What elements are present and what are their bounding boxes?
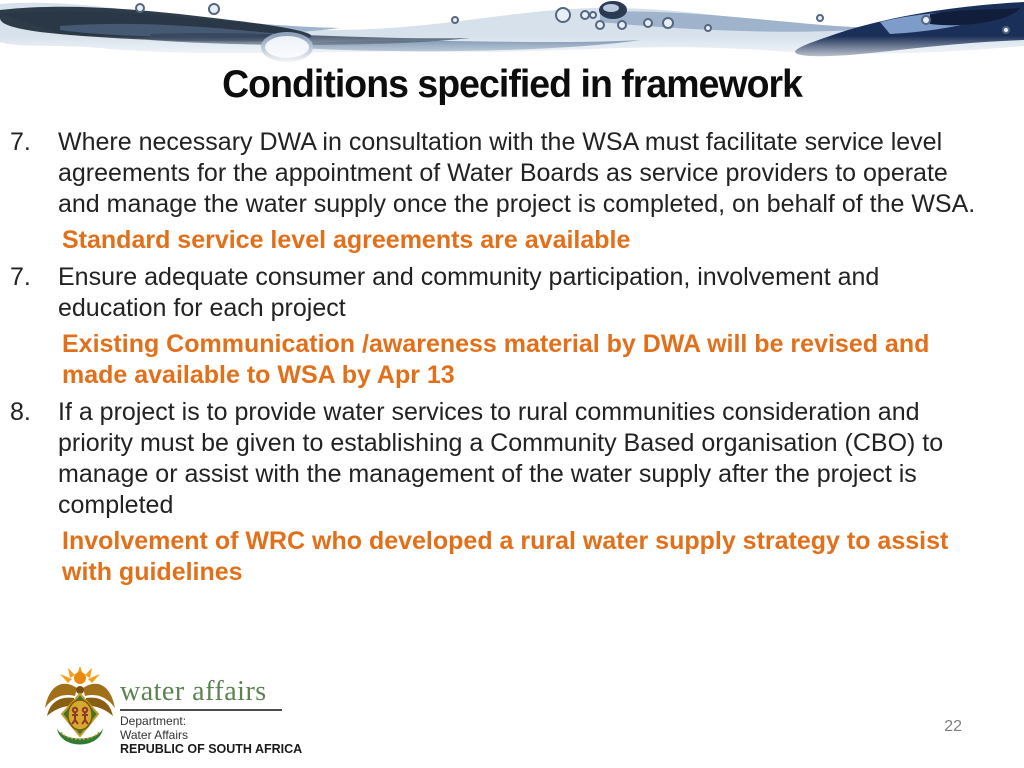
note-line: Standard service level agreements are available <box>62 226 631 254</box>
note-line: with guidelines <box>62 558 243 586</box>
item-text <box>58 262 996 324</box>
item-text-line: education for each project <box>58 294 346 322</box>
item-note <box>62 526 996 588</box>
item-text-line: Ensure adequate consumer and community participation, involvement and <box>58 263 880 291</box>
water-banner-image <box>0 0 1024 65</box>
list-item <box>10 397 996 521</box>
item-note <box>62 329 996 391</box>
page-title: Conditions specified in framework <box>222 63 802 106</box>
item-text <box>58 397 996 521</box>
dept-line: Water Affairs <box>120 728 189 742</box>
list-item <box>10 262 996 324</box>
item-number: 7. <box>10 263 31 291</box>
item-text-line: and manage the water supply once the project is completed, on behalf of the WSA. <box>58 190 976 218</box>
page-number: 22 <box>944 718 962 735</box>
item-text-line: manage or assist with the management of the water supply after the project is <box>58 460 917 488</box>
slide-body <box>10 127 996 588</box>
department-logo <box>44 666 364 762</box>
list-item <box>10 127 996 220</box>
item-text-line: Where necessary DWA in consultation with the WSA must facilitate service level <box>58 128 943 156</box>
item-text <box>58 127 996 220</box>
brand-name: water affairs <box>120 676 267 707</box>
brand-rule <box>120 709 282 711</box>
item-text-line: priority must be given to establishing a Community Based organisation (CBO) to <box>58 429 944 457</box>
note-line: Existing Communication /awareness material by DWA will be revised and <box>62 330 930 358</box>
item-text-line: agreements for the appointment of Water Boards as service providers to operate <box>58 159 948 187</box>
item-number: 7. <box>10 128 31 156</box>
dept-line-country: REPUBLIC OF SOUTH AFRICA <box>120 742 303 756</box>
logo-text-block <box>120 678 360 756</box>
coat-of-arms-icon <box>44 666 116 760</box>
item-text-line: If a project is to provide water services to rural communities consideration and <box>58 398 920 426</box>
dept-line: Department: <box>120 714 187 728</box>
note-line: Involvement of WRC who developed a rural water supply strategy to assist <box>62 527 949 555</box>
item-note <box>62 225 996 256</box>
item-text-line: completed <box>58 491 174 519</box>
item-number: 8. <box>10 398 31 426</box>
note-line: made available to WSA by Apr 13 <box>62 361 455 389</box>
